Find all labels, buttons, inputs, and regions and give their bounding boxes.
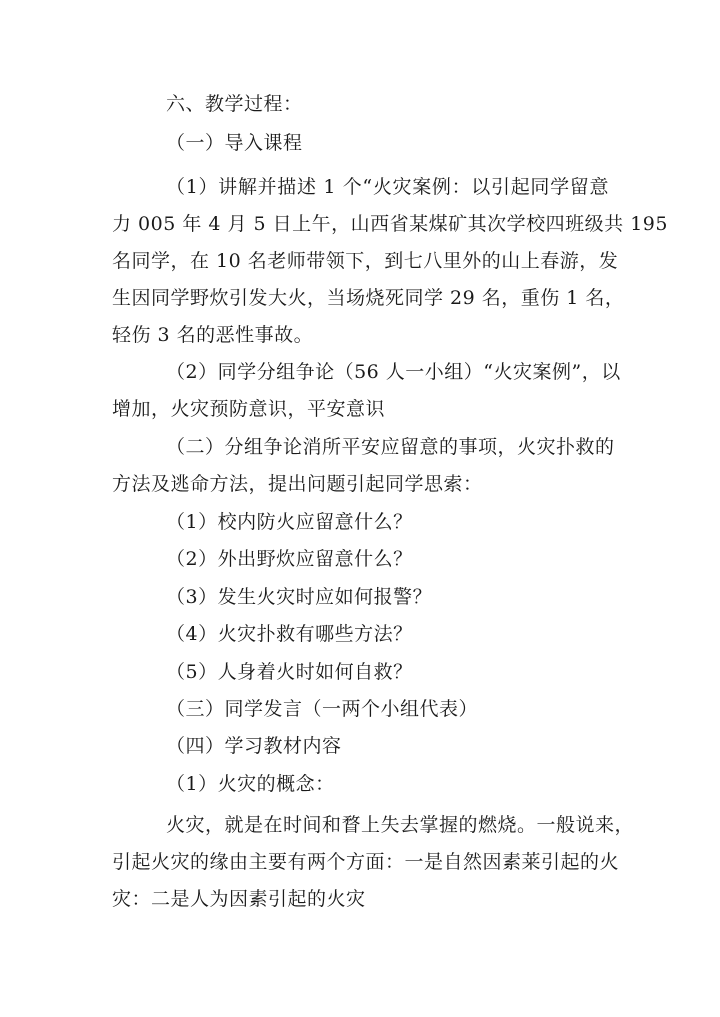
paragraph-line: 灾：二是人为因素引起的火灾	[112, 888, 366, 910]
paragraph-line: 引起火灾的缘由主要有两个方面：一是自然因素莱引起的火	[112, 851, 620, 873]
subsection-heading-student-speech: （三）同学发言（一两个小组代表）	[166, 698, 479, 720]
subsection-heading-textbook: （四）学习教材内容	[166, 735, 342, 757]
paragraph-line: 力 005 年 4 月 5 日上午，山西省某煤矿其次学校四班级共 195	[112, 213, 668, 235]
paragraph-line: 生因同学野炊引发大火，当场烧死同学 29 名，重伤 1 名，	[112, 287, 625, 309]
list-item: （4）火灾扑救有哪些方法？	[166, 623, 413, 645]
list-item: （3）发生火灾时应如何报警？	[166, 586, 433, 608]
paragraph-line: 增加，火灾预防意识，平安意识	[112, 398, 386, 420]
paragraph-line: 火灾，就是在时间和瞀上失去掌握的燃烧。一般说来，	[166, 814, 635, 836]
list-item: （1）火灾的概念：	[166, 773, 335, 795]
paragraph-line: 名同学，在 10 名老师带领下，到七八里外的山上春游，发	[112, 250, 619, 272]
paragraph-line: （2）同学分组争论（56 人一小组）“火灾案例”，以	[166, 361, 621, 383]
subsection-heading-intro: （一）导入课程	[166, 132, 303, 154]
section-heading-teaching-process: 六、教学过程：	[166, 93, 303, 115]
paragraph-line: 方法及逃命方法，提出问题引起同学思索：	[112, 473, 483, 495]
paragraph-line: （二）分组争论消所平安应留意的事项，火灾扑救的	[166, 436, 615, 458]
list-item: （1）校内防火应留意什么？	[166, 511, 413, 533]
paragraph-line: （1）讲解并描述 1 个“火灾案例：以引起同学留意	[166, 176, 609, 198]
list-item: （2）外出野炊应留意什么？	[166, 548, 413, 570]
paragraph-line: 轻伤 3 名的恶性事故。	[112, 324, 314, 346]
list-item: （5）人身着火时如何自救？	[166, 661, 413, 683]
